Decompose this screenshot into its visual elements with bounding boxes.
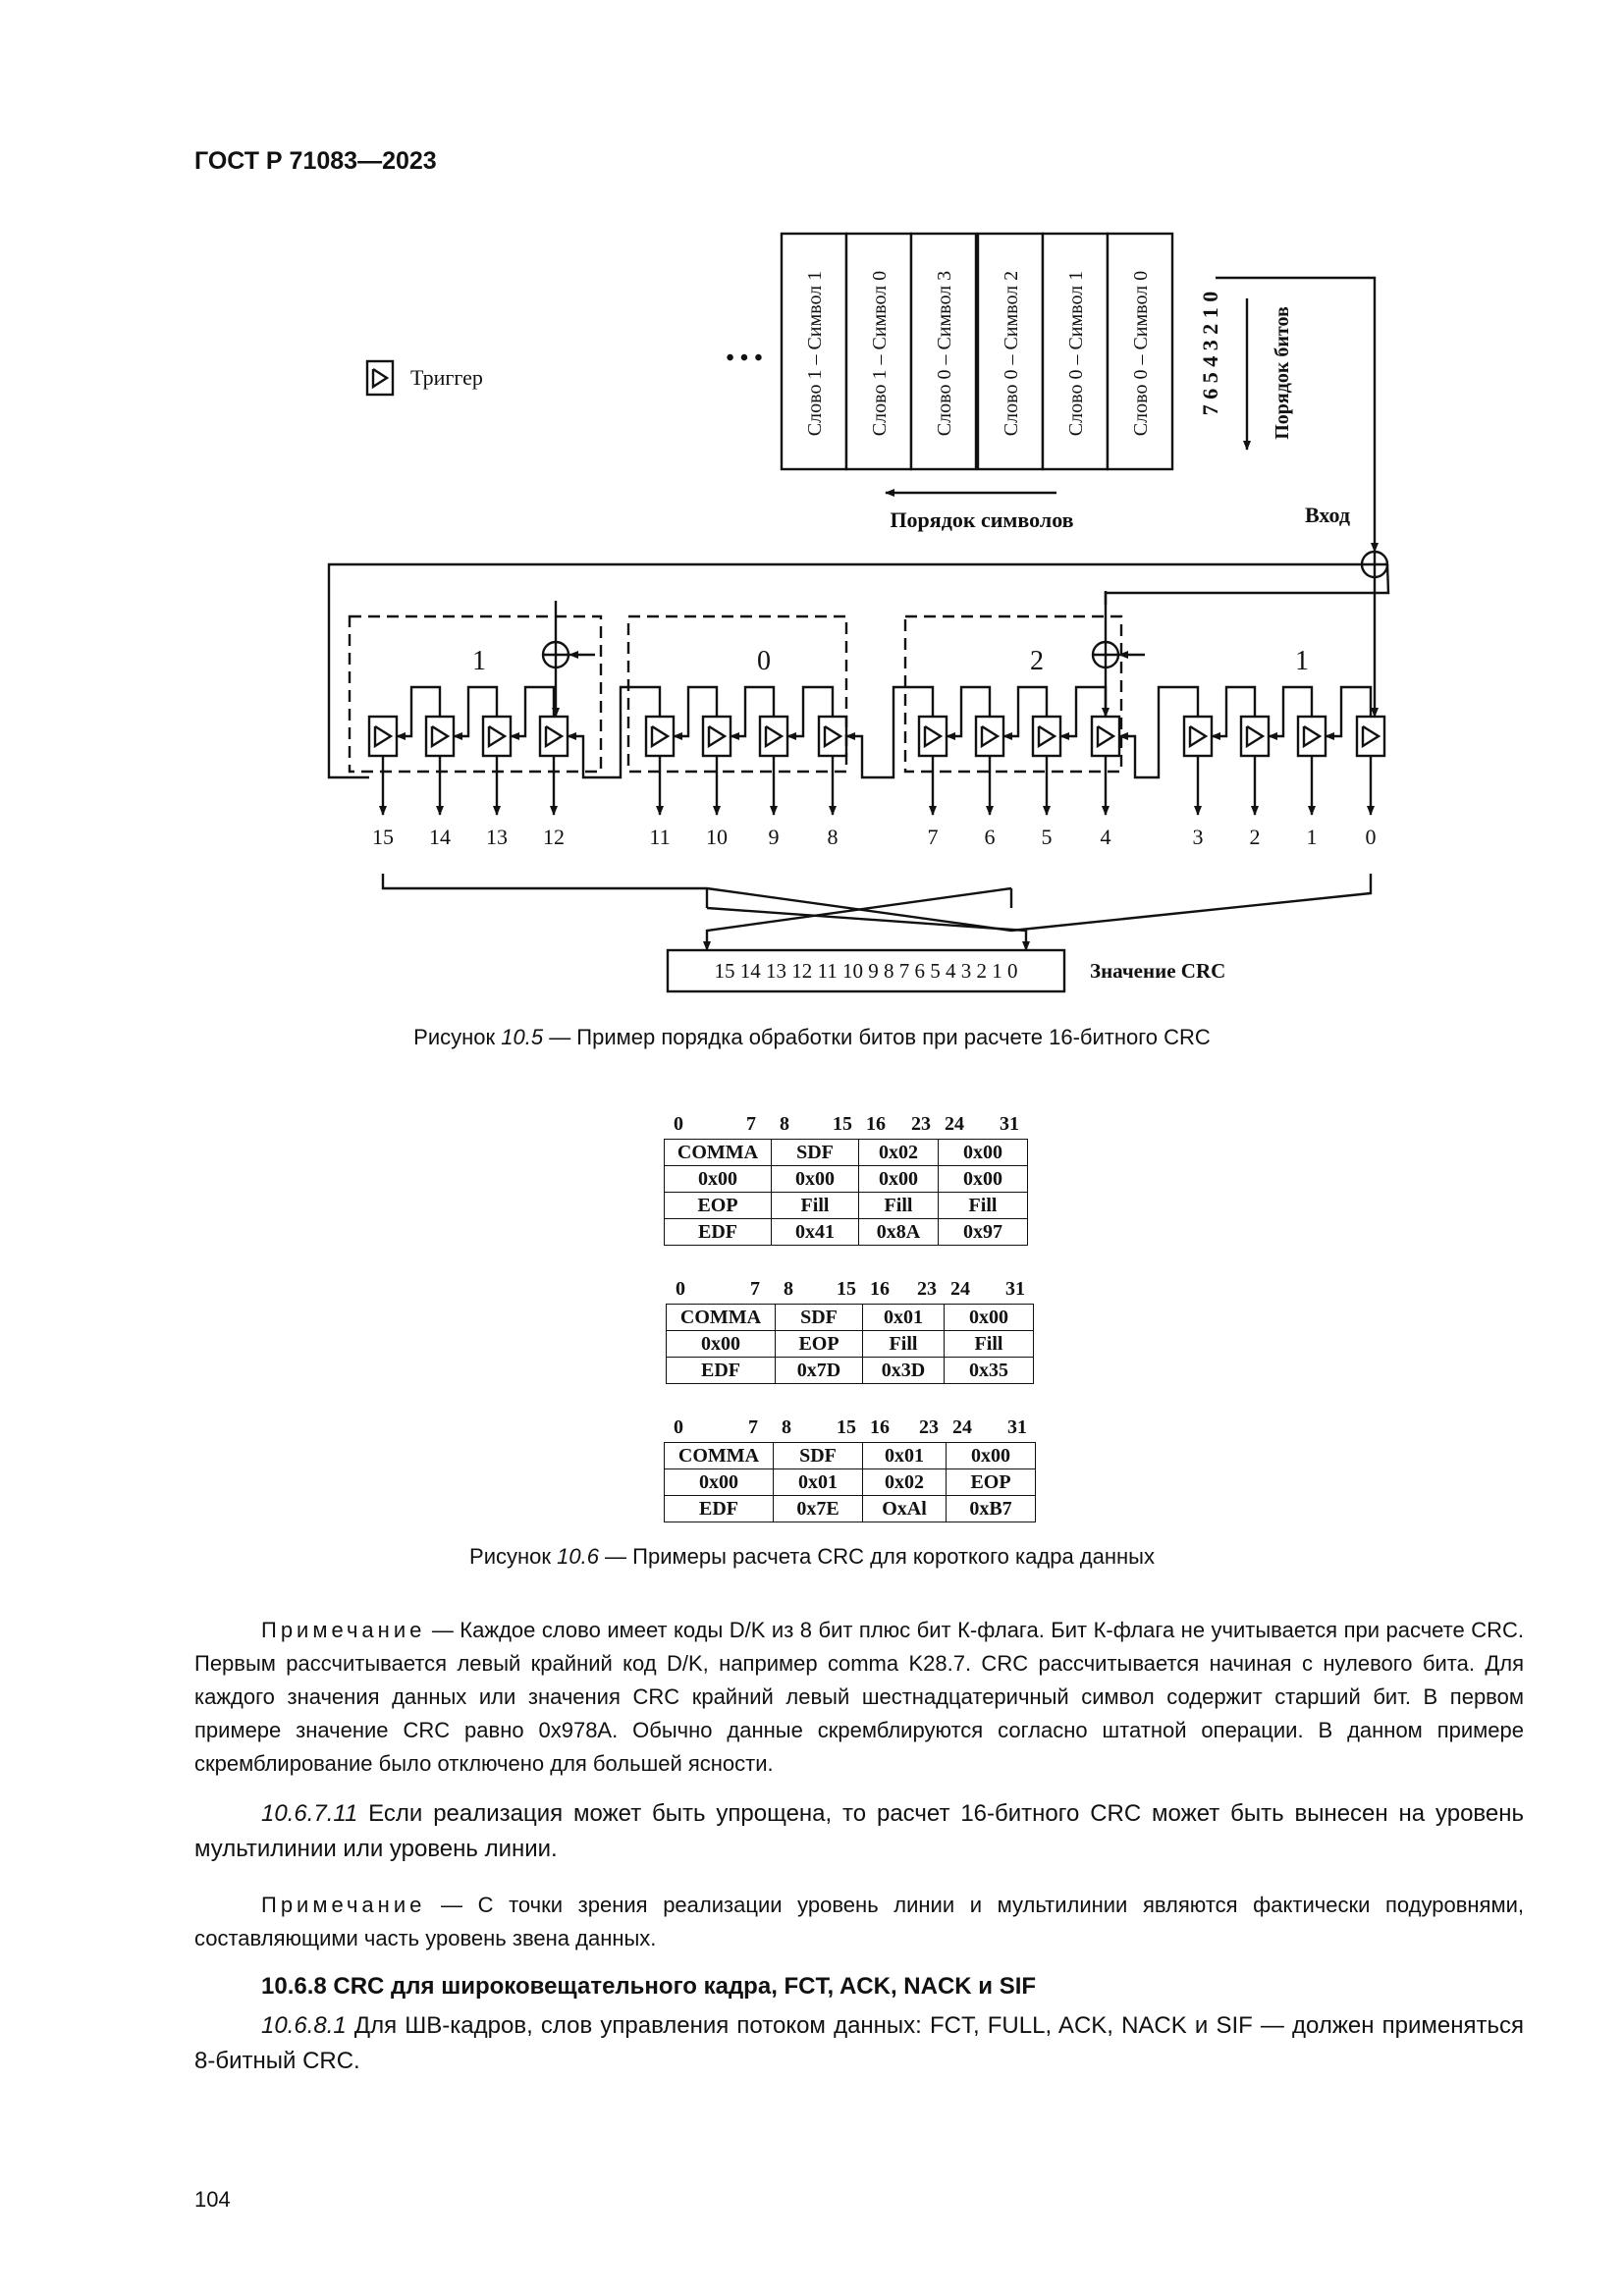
table-cell: 0x00: [939, 1140, 1028, 1166]
table-cell: 0x41: [772, 1219, 859, 1246]
caption-number: 10.6: [557, 1544, 599, 1569]
bit-index-end: 31: [1005, 1278, 1025, 1300]
table-row: [665, 1443, 1036, 1469]
clause-text: Если реализация может быть упрощена, то расчет 16-битного CRC может быть вынесен на уровень мультилинии или уровень линии.: [194, 1800, 1524, 1862]
crc-bits: 15 14 13 12 11 10 9 8 7 6 5 4 3 2 1 0: [714, 959, 1018, 983]
table-cell: OxAl: [863, 1496, 947, 1522]
feedback-wire-2: [1106, 564, 1388, 605]
group-label: 0: [757, 646, 771, 676]
figure-10-5-caption: [0, 1025, 1624, 1050]
bit-number: 0: [1365, 825, 1377, 849]
crc-bit-order-diagram: [0, 0, 1624, 1021]
bit-index-end: 15: [837, 1416, 856, 1438]
output-bus: [383, 874, 1371, 931]
bit-index-end: 15: [833, 1113, 852, 1135]
bit-order-label: Порядок битов: [1272, 306, 1293, 440]
table-cell: COMMA: [665, 1443, 774, 1469]
table-cell: 0x00: [859, 1166, 939, 1193]
clause-10-6-7-11: [194, 1796, 1524, 1867]
crc-example-table: [666, 1304, 1034, 1384]
legend-trigger-label: Триггер: [410, 365, 483, 390]
bit-number: 11: [649, 825, 671, 849]
table-cell: EOP: [776, 1331, 863, 1358]
crc-value-label: Значение CRC: [1090, 959, 1226, 983]
table-cell: Fill: [939, 1193, 1028, 1219]
bit-index-end: 15: [837, 1278, 856, 1300]
caption-prefix: Рисунок: [413, 1025, 502, 1049]
page-number: 104: [194, 2187, 231, 2212]
table-row: [665, 1166, 1028, 1193]
note-label: Примечание: [261, 1893, 426, 1917]
table-cell: Fill: [772, 1193, 859, 1219]
note-1: [194, 1614, 1524, 1781]
crc-example-table: [664, 1139, 1028, 1246]
bit-number: 7: [927, 825, 939, 849]
caption-text: — Примеры расчета CRC для короткого кадра данных: [598, 1544, 1155, 1569]
symbol-order-label: Порядок символов: [890, 507, 1074, 532]
table-cell: 0x7D: [776, 1358, 863, 1384]
table-cell: 0x01: [863, 1305, 945, 1331]
table-cell: EDF: [665, 1219, 772, 1246]
bit-number: 3: [1192, 825, 1204, 849]
table-cell: 0x01: [774, 1469, 863, 1496]
bit-index-start: 16: [870, 1416, 890, 1438]
bit-index-start: 16: [866, 1113, 886, 1135]
table-row: [665, 1193, 1028, 1219]
bit-index-start: 8: [780, 1113, 789, 1135]
table-cell: SDF: [776, 1305, 863, 1331]
bit-index-start: 0: [674, 1416, 683, 1438]
table-cell: 0x97: [939, 1219, 1028, 1246]
figure-10-6-caption: [0, 1544, 1624, 1570]
caption-prefix: Рисунок: [469, 1544, 558, 1569]
bit-index-end: 23: [911, 1113, 931, 1135]
clause-number: 10.6.8.1: [261, 2012, 347, 2039]
table-cell: SDF: [774, 1443, 863, 1469]
symbol-box-label: Слово 0 – Символ 0: [1130, 270, 1152, 437]
table-cell: 0xB7: [947, 1496, 1036, 1522]
bit-index-start: 16: [870, 1278, 890, 1300]
bit-number: 12: [543, 825, 565, 849]
table-row: [667, 1358, 1034, 1384]
bit-number: 6: [984, 825, 996, 849]
table-cell: SDF: [772, 1140, 859, 1166]
table-cell: 0x02: [859, 1140, 939, 1166]
table-cell: 0x00: [665, 1469, 774, 1496]
table-row: [665, 1219, 1028, 1246]
table-cell: 0x8A: [859, 1219, 939, 1246]
ellipsis: • • •: [726, 346, 763, 371]
input-wire: [1216, 278, 1375, 552]
symbol-box-label: Слово 1 – Символ 0: [869, 270, 891, 437]
group-label: 2: [1030, 646, 1044, 676]
clause-number: 10.6.7.11: [261, 1800, 358, 1827]
table-cell: Fill: [945, 1331, 1034, 1358]
bit-index-start: 24: [945, 1113, 964, 1135]
table-cell: EOP: [947, 1469, 1036, 1496]
table-cell: COMMA: [665, 1140, 772, 1166]
bit-number: 9: [768, 825, 780, 849]
bit-index-end: 23: [919, 1416, 939, 1438]
symbol-box-label: Слово 0 – Символ 1: [1065, 270, 1087, 437]
table-cell: 0x00: [665, 1166, 772, 1193]
bus-cross: [707, 908, 1026, 950]
document-header: ГОСТ Р 71083—2023: [194, 147, 437, 175]
table-cell: 0x00: [945, 1305, 1034, 1331]
note-text: — Каждое слово имеет коды D/K из 8 бит плюс бит К-флага. Бит К-флага не учитывается при расчете CRC. Первым рассчитывается левый крайний код D/K, например comma K28.7. CRC рассчитывается начиная с нулевого бита. Для каждого значения данных или значения CRC крайний левый шестнадцатеричный символ содержит старший бит. В первом примере значение CRC равно 0x978A. Обычно данные скремблируются согласно штатной операции. В данном примере скремблирование было отключено для большей ясности.: [194, 1618, 1524, 1776]
table-cell: 0x00: [939, 1166, 1028, 1193]
caption-number: 10.5: [501, 1025, 544, 1049]
table-cell: 0x02: [863, 1469, 947, 1496]
table-cell: Fill: [859, 1193, 939, 1219]
bit-number: 4: [1100, 825, 1111, 849]
bit-number: 15: [372, 825, 394, 849]
bit-number: 14: [429, 825, 451, 849]
table-cell: COMMA: [667, 1305, 776, 1331]
table-row: [665, 1140, 1028, 1166]
symbol-box-label: Слово 0 – Символ 2: [1001, 270, 1022, 437]
bit-index-end: 7: [746, 1113, 756, 1135]
bit-index-end: 31: [1000, 1113, 1019, 1135]
bit-index-start: 8: [784, 1278, 793, 1300]
table-cell: EDF: [665, 1496, 774, 1522]
bit-number: 8: [827, 825, 839, 849]
table-cell: EDF: [667, 1358, 776, 1384]
bit-number: 13: [486, 825, 508, 849]
bit-index-start: 0: [674, 1113, 683, 1135]
bit-index-end: 31: [1007, 1416, 1027, 1438]
caption-text: — Пример порядка обработки битов при расчете 16-битного CRC: [543, 1025, 1211, 1049]
symbol-box-label: Слово 1 – Символ 1: [804, 270, 826, 437]
group-label: 1: [1295, 646, 1309, 676]
bit-index-start: 24: [952, 1416, 972, 1438]
bit-index-end: 7: [750, 1278, 760, 1300]
table-cell: 0x3D: [863, 1358, 945, 1384]
table-cell: 0x00: [947, 1443, 1036, 1469]
bit-index-end: 7: [748, 1416, 758, 1438]
table-row: [665, 1469, 1036, 1496]
crc-example-table: [664, 1442, 1036, 1522]
bit-index-end: 23: [917, 1278, 937, 1300]
note-label: Примечание: [261, 1618, 426, 1642]
table-cell: Fill: [863, 1331, 945, 1358]
bit-digits: 7 6 5 4 3 2 1 0: [1198, 291, 1222, 416]
table-row: [665, 1496, 1036, 1522]
clause-10-6-8-1: [194, 2008, 1524, 2079]
table-cell: 0x00: [667, 1331, 776, 1358]
bit-number: 5: [1041, 825, 1053, 849]
bit-number: 1: [1306, 825, 1318, 849]
table-cell: 0x01: [863, 1443, 947, 1469]
clause-text: Для ШВ-кадров, слов управления потоком данных: FCT, FULL, ACK, NACK и SIF — должен применяться 8-битный CRC.: [194, 2012, 1524, 2074]
table-row: [667, 1331, 1034, 1358]
note-text: — С точки зрения реализации уровень линии и мультилинии являются фактически подуровнями, составляющими часть уровень звена данных.: [194, 1893, 1524, 1950]
table-row: [667, 1305, 1034, 1331]
table-cell: 0x7E: [774, 1496, 863, 1522]
group-label: 1: [472, 646, 486, 676]
bit-index-start: 24: [950, 1278, 970, 1300]
input-label: Вход: [1304, 503, 1351, 527]
bit-number: 10: [706, 825, 728, 849]
note-2: [194, 1889, 1524, 1955]
symbol-box-label: Слово 0 – Символ 3: [934, 270, 955, 437]
bit-index-start: 0: [676, 1278, 685, 1300]
table-cell: 0x00: [772, 1166, 859, 1193]
section-title: 10.6.8 CRC для широковещательного кадра, FCT, ACK, NACK и SIF: [261, 1973, 1037, 2000]
bit-index-start: 8: [782, 1416, 791, 1438]
table-cell: 0x35: [945, 1358, 1034, 1384]
bit-number: 2: [1249, 825, 1261, 849]
table-cell: EOP: [665, 1193, 772, 1219]
